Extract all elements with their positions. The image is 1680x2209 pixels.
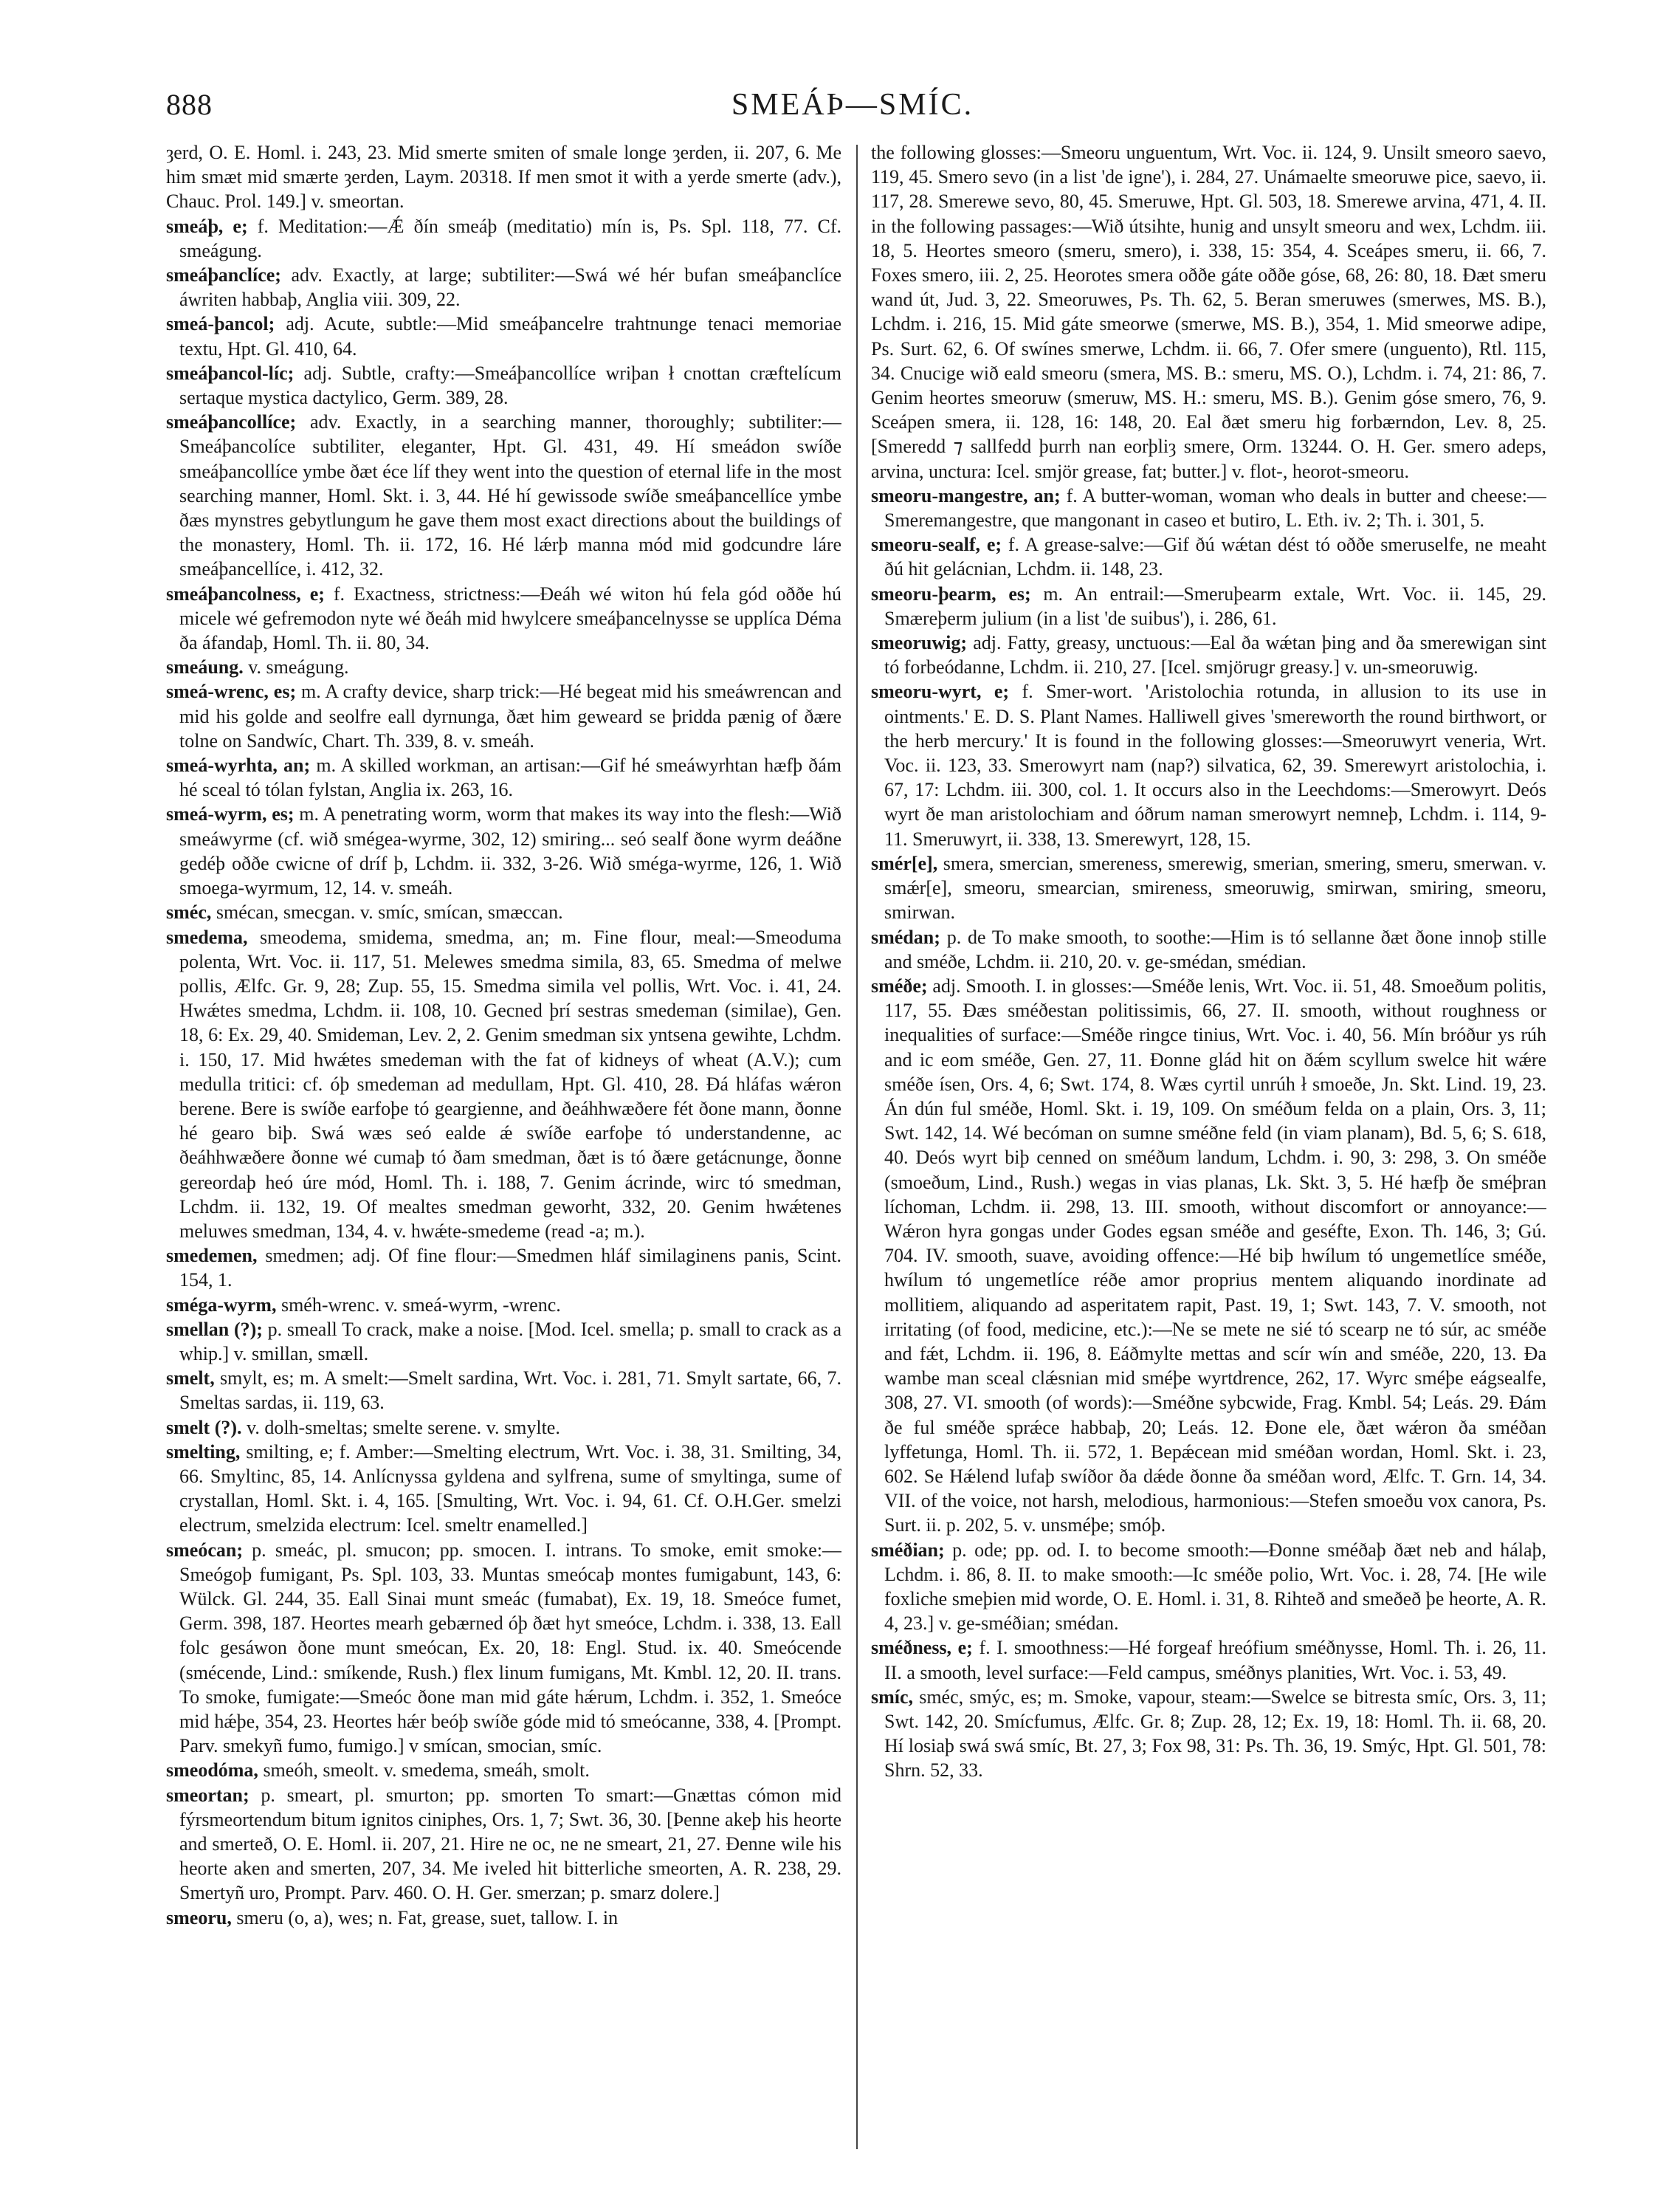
left-column [166,140,841,2156]
entry-headword: smédan; [871,926,940,948]
entry-headword: smelting, [166,1440,241,1463]
dictionary-entry [166,679,841,753]
entry-text: v. smeágung. [248,656,349,678]
entry-text: m. An entrail:—Smeruþearm extale, Wrt. Voc. ii. 145, 29. Smæreþerm julium (in a list 'de suibus'), i. 286, 61. [884,583,1546,629]
entry-headword: smeá-wrenc, es; [166,681,297,703]
dictionary-entry [871,582,1546,631]
page-title: SMEÁÞ—SMÍC. [731,88,974,122]
entry-text: m. A crafty device, sharp trick:—Hé begeat mid his smeáwrencan and mid his golde and seolfre eall dyrnunga, ðæt him geweard se þridda pænig of ðære tolne on Sandwíc, Chart. Th. 339, 8. v. smeáh. [179,681,841,752]
dictionary-entry [166,655,841,679]
entry-headword: sméðe; [871,975,928,997]
entry-text: adj. Acute, subtle:—Mid smeáþancelre trahtnunge tenaci memoriae textu, Hpt. Gl. 410, 64. [179,313,841,360]
entry-text: p. smeác, pl. smucon; pp. smocen. I. intrans. To smoke, emit smoke:—Smeógoþ fumigant, Ps. Spl. 103, 33. Muntas smeócaþ montes fumigabunt, 143, 6: Wülck. Gl. 244, 35. Eall Sinai munt smeác (fumabat), Ex. 19, 18. Smeóce fumet, Germ. 398, 187. Heortes mearh gebærned óþ ðæt hyt smeóce, Lchdm. i. 338, 13. Eall folc gesáwon ðone munt smeócan, Ex. 20, 18: Engl. Stud. ix. 40. Smeócende (smécende, Lind.: smíkende, Rush.) flex linum fumigans, Mt. Kmbl. 12, 20. II. trans. To smoke, fumigate:—Smeóc ðone man mid gáte hǽrum, Lchdm. i. 352, 1. Smeóce mid hǽþe, 354, 23. Heortes hǽr beóþ swíðe góde mid tó smeócanne, 338, 4. [Prompt. Parv. smekyñ fumo, fumigo.] v smícan, smocian, smíc. [179,1539,841,1757]
entry-headword: smedema, [166,926,248,948]
entry-text: f. Meditation:—Ǽ ðín smeáþ (meditatio) mín is, Ps. Spl. 118, 77. Cf. smeágung. [179,215,841,261]
column-divider [856,145,858,2149]
entry-headword: smedemen, [166,1245,258,1267]
dictionary-entry [871,851,1546,925]
entry-text: p. smeart, pl. smurton; pp. smorten To smart:—Gnættas cómon mid fýrsmeortendum bitum ignitos ciniphes, Ors. 1, 7; Swt. 36, 30. [Þenne akeþ his heorte and smerteð, O. E. Homl. ii. 207, 21. Hire ne oc, ne ne smeart, 21, 27. Ðenne wile his heorte aken and smerten, 207, 34. Me iveled hit bitterliche smeorten, A. R. 238, 29. Smertyñ uro, Prompt. Parv. 460. O. H. Ger. smerzan; p. smarz dolere.] [179,1784,841,1904]
entry-headword: smeócan; [166,1539,243,1561]
dictionary-entry [871,484,1546,532]
entry-headword: smeoru, [166,1906,232,1928]
entry-headword: smeá-wyrhta, an; [166,755,311,777]
dictionary-entry [871,974,1546,1538]
entry-text: smeodema, smidema, smedma, an; m. Fine flour, meal:—Smeoduma polenta, Wrt. Voc. ii. 117, 51. Melewes smedma simila, 83, 65. Smedma of melwe pollis, Ælfc. Gr. 9, 28; Zup. 55, 15. Smedma simila vel pollis, Wrt. Voc. i. 41, 24. Hwǽtes smedma, Lchdm. ii. 108, 10. Gecned þrí sestras smedeman (similae), Gen. 18, 6: Ex. 29, 40. Smideman, Lev. 2, 2. Genim smedman six yntsena gewihte, Lchdm. i. 150, 17. Mid hwǽtes smedeman with the fat of kidneys of wheat (A.V.); cum medulla tritici: cf. óþ smedeman ad medullam, Hpt. Gl. 410, 28. Ðá hláfas wǽron berene. Bere is swíðe earfoþe tó geargienne, and ðeáhhwæðere fét ðone mann, ðonne hé gearo biþ. Swá wæs seó ealde ǽ swíðe earfoþe tó understandenne, ac ðeáhhwæðere ðonne wé cumaþ tó ðam smedman, ðæt is tó ðære getácnunge, ðonne gereordaþ heó úre mód, Homl. Th. i. 188, 7. Genim ácrinde, wirc tó smedman, Lchdm. ii. 132, 19. Of mealtes smedman geworht, 332, 20. Genim hwǽtenes meluwes smedman, 134, 4. v. hwǽte-smedeme (read -a; m.). [179,926,841,1242]
entry-headword: smeáþancol-líc; [166,362,295,384]
dictionary-entry [166,312,841,360]
entry-text: f. I. smoothness:—Hé forgeaf hreófium sméðnysse, Homl. Th. i. 26, 11. II. a smooth, level surface:—Feld campus, sméðnys planities, Wrt. Voc. i. 53, 49. [884,1637,1546,1683]
page-header [166,87,1539,131]
entry-headword: smeáþancollíce; [166,411,297,433]
entry-text: p. de To make smooth, to soothe:—Him is tó sellanne ðæt ðone innoþ stille and sméðe, Lchdm. ii. 210, 20. v. ge-smédan, smédian. [884,926,1546,972]
dictionary-entry [166,1293,841,1317]
entry-headword: smeoru-sealf, e; [871,534,1002,556]
entry-text: m. A penetrating worm, worm that makes its way into the flesh:—Wið smeáwyrme (cf. wið smégea-wyrme, 302, 12) smiring... seó sealf ðone wyrm deáðne gedéþ oððe cwicne of dríf þ, Lchdm. ii. 332, 3-26. Wið sméga-wyrme, 126, 1. Wið smoega-wyrmum, 12, 14. v. smeáh. [179,803,841,899]
dictionary-entry [166,410,841,581]
dictionary-entry [871,679,1546,851]
entry-headword: sméc, [166,901,212,924]
entry-text: m. A skilled workman, an artisan:—Gif hé smeáwyrhtan hæfþ ðám hé sceal tó tólan fylstan, Anglia ix. 263, 16. [179,755,841,801]
dictionary-entry [166,925,841,1244]
page-number: 888 [166,88,213,121]
dictionary-entry [166,1906,841,1930]
dictionary-entry [871,1685,1546,1783]
dictionary-entry [166,1440,841,1538]
entry-text: smylt, es; m. A smelt:—Smelt sardina, Wrt. Voc. i. 281, 71. Smylt sartate, 66, 7. Smeltas sardas, ii. 119, 63. [179,1367,841,1414]
dictionary-entry [166,1758,841,1782]
entry-text: f. A grease-salve:—Gif ðú wǽtan dést tó oððe smeruselfe, ne meaht ðú hit gelácnian, Lchdm. ii. 148, 23. [884,534,1546,580]
entry-text: f. Smer-wort. 'Aristolochia rotunda, in allusion to its use in ointments.' E. D. S. Plant Names. Halliwell gives 'smereworth the round birthwort, or the herb mercury.' It is found in the following glosses:—Smeoruwyrt veneria, Wrt. Voc. ii. 123, 33. Smerowyrt nam (nap?) silvatica, 62, 39. Smerewyrt aristolochia, i. 67, 17: Lchdm. iii. 300, col. 1. It occurs also in the Leechdoms:—Smerowyrt. Deós wyrt ðe man aristolochiam and óðrum naman smerowyrt nemneþ, Lchdm. i. 114, 9-11. Smeruwyrt, ii. 338, 13. Smerewyrt, 128, 15. [884,681,1546,850]
dictionary-entry [166,263,841,312]
entry-headword: smellan (?); [166,1318,263,1340]
entry-headword: smíc, [871,1686,914,1708]
entry-headword: smeáþanclíce; [166,264,281,286]
entry-headword: sméðian; [871,1539,945,1561]
dictionary-entry [166,582,841,656]
entry-text: the following glosses:—Smeoru unguentum, Wrt. Voc. ii. 124, 9. Unsilt smeoro saevo, 119, 45. Smero sevo (in a list 'de igne'), i. 284, 27. Unámaelte smeoruwe pice, saevo, ii. 117, 28. Smerewe sevo, 80, 45. Smeruwe, Hpt. Gl. 503, 18. Smerewe arvina, 471, 4. II. in the following passages:—Wið útsihte, hunig and unsylt smeoru and wex, Lchdm. iii. 18, 5. Heortes smeoro (smeru, smero), i. 338, 15: 354, 4. Sceápes smeru, ii. 66, 7. Foxes smero, iii. 2, 25. Heorotes smera oððe gáte oððe góse, 68, 26: 80, 18. Ðæt smeru wand út, Jud. 3, 22. Smeoruwes, Ps. Th. 62, 5. Beran smeruwes (smerwes, MS. B.), Lchdm. i. 216, 15. Mid gáte smeorwe (smerwe, MS. B.), 354, 1. Mid smeorwe adipe, Ps. Surt. 62, 6. Of swínes smerwe, Lchdm. ii. 66, 7. Ofer smere (unguento), Rtl. 115, 34. Cnucige wið eald smeoru (smera, MS. B.: smeru, MS. O.), Lchdm. i. 74, 21: 86, 7. Genim heortes smeoruw (smeruw, MS. H.: smeru, MS. B.). Genim góse smero, 76, 9. Sceápen smera, ii. 128, 16: 148, 20. Eal ðæt smeru hig forbærndon, Lev. 8, 25. [Smeredd ⁊ sallfedd þurrh nan eorþliȝ smere, Orm. 13244. O. H. Ger. smero adeps, arvina, unctura: Icel. smjör grease, fat; butter.] v. flot-, heorot-smeoru. [871,142,1546,482]
entry-text: smeru (o, a), wes; n. Fat, grease, suet, tallow. I. in [236,1906,619,1928]
entry-text: adj. Fatty, greasy, unctuous:—Eal ða wǽtan þing and ða smerewigan sint tó forbeódanne, Lchdm. ii. 210, 27. [Icel. smjörugr greasy.] v. un-smeoruwig. [884,632,1546,678]
entry-headword: smeortan; [166,1784,249,1806]
dictionary-entry [166,1366,841,1415]
entry-headword: smeoruwig; [871,632,967,654]
dictionary-entry [166,1783,841,1906]
entry-text: sméh-wrenc. v. smeá-wyrm, -wrenc. [280,1294,561,1316]
entry-text: v. dolh-smeltas; smelte serene. v. smylte. [247,1416,560,1438]
dictionary-entry [871,1538,1546,1636]
entry-text: adv. Exactly, in a searching manner, thoroughly; subtiliter:—Smeáþancolíce subtiliter, eleganter, Hpt. Gl. 431, 49. Hí smeádon swíðe smeáþancollíce ymbe ðæt éce líf they went into the question of eternal life in the most searching manner, Homl. Skt. i. 3, 44. Hé hí gewissode swíðe smeáþancellíce ymbe ðæs mynstres gebytlungum he gave them most exact directions about the buildings of the monastery, Homl. Th. ii. 172, 16. Hé lǽrþ manna mód mid godcundre láre smeáþancellíce, i. 412, 32. [179,411,841,580]
dictionary-entry [166,1415,841,1440]
entry-text: smera, smercian, smereness, smerewig, smerian, smering, smeru, smerwan. v. smǽr[e], smeoru, smearcian, smireness, smeoruwig, smirwan, smiring, smeoru, smirwan. [884,852,1546,924]
entry-text: f. Exactness, strictness:—Ðeáh wé witon hú fela gód oððe hú micele wé gefremodon nyte wé ðeáh mid hwylcere smeáþancelnysse se upplíca Déma ða áfandaþ, Homl. Th. ii. 80, 34. [179,583,841,654]
dictionary-entry [166,214,841,263]
dictionary-entry [871,1635,1546,1684]
entry-headword: smeáþancolness, e; [166,583,325,605]
entry-headword: sméðness, e; [871,1637,973,1659]
entry-headword: smeoru-wyrt, e; [871,681,1010,703]
entry-headword: smelt (?). [166,1416,242,1438]
entry-text: adv. Exactly, at large; subtiliter:—Swá wé hér bufan smeáþanclíce áwriten habbaþ, Anglia viii. 309, 22. [179,264,841,311]
entry-headword: smeá-wyrm, es; [166,803,295,825]
dictionary-entry [166,1243,841,1292]
dictionary-entry [166,140,841,214]
entry-text: p. smeall To crack, make a noise. [Mod. Icel. smella; p. small to crack as a whip.] v. smillan, smæll. [179,1318,841,1364]
entry-headword: smeodóma, [166,1759,258,1782]
entry-text: ȝerd, O. E. Homl. i. 243, 23. Mid smerte smiten of smale longe ȝerden, ii. 207, 6. Me him smæt mid smærte ȝerden, Laym. 20318. If men smot it with a yerde smerte (adv.), Chauc. Prol. 149.] v. smeortan. [166,142,841,213]
dictionary-entry [871,140,1546,484]
dictionary-entry [166,1317,841,1366]
entry-headword: smelt, [166,1367,215,1389]
dictionary-entry [871,631,1546,679]
entry-text: smedmen; adj. Of fine flour:—Smedmen hláf similaginens panis, Scint. 154, 1. [179,1245,841,1291]
entry-headword: smeoru-mangestre, an; [871,484,1061,506]
entry-text: p. ode; pp. od. I. to become smooth:—Ðonne sméðaþ ðæt neb and hálaþ, Lchdm. i. 86, 8. II. to make smooth:—Ic sméðe polio, Wrt. Voc. i. 28, 74. [He wile foxliche smeþien mid worde, O. E. Homl. i. 31, 8. Rihteð and smeðeð þe heorte, A. R. 4, 23.] v. ge-sméðian; smédan. [884,1539,1546,1635]
entry-headword: smeáung. [166,656,244,678]
dictionary-entry [166,361,841,410]
entry-headword: sméga-wyrm, [166,1294,277,1316]
entry-headword: smeoru-þearm, es; [871,583,1031,605]
dictionary-entry [871,925,1546,974]
entry-text: f. A butter-woman, woman who deals in butter and cheese:—Smeremangestre, que mangonant in caseo et butiro, L. Eth. iv. 2; Th. i. 301, 5. [884,484,1546,532]
entry-text: sméc, smýc, es; m. Smoke, vapour, steam:—Swelce se bitresta smíc, Ors. 3, 11; Swt. 142, 20. Smícfumus, Ælfc. Gr. 8; Zup. 28, 12; Ex. 19, 18: Homl. Th. ii. 68, 20. Hí losiaþ swá swá smíc, Bt. 27, 3; Fox 98, 31: Ps. Th. 36, 19. Smýc, Hpt. Gl. 501, 78: Shrn. 52, 33. [884,1686,1546,1782]
entry-text: adj. Subtle, crafty:—Smeáþancollíce wriþan ł cnottan cræftelícum sertaque mystica dactylico, Germ. 389, 28. [179,362,841,409]
entry-headword: smeáþ, e; [166,215,248,237]
dictionary-entry [166,753,841,802]
entry-headword: smér[e], [871,852,938,874]
dictionary-entry [166,1538,841,1759]
entry-text: smeóh, smeolt. v. smedema, smeáh, smolt. [263,1759,590,1782]
dictionary-entry [166,900,841,924]
right-column [871,140,1546,2156]
dictionary-entry [871,532,1546,581]
entry-text: smilting, e; f. Amber:—Smelting electrum, Wrt. Voc. i. 38, 31. Smilting, 34, 66. Smyltinc, 85, 14. Anlícnyssa gyldena and sylfrena, sume of smyltinga, sume of crystallan, Homl. Skt. i. 4, 165. [Smulting, Wrt. Voc. i. 94, 61. Cf. O.H.Ger. smelzi electrum, smelzida electrum: Icel. smeltr enamelled.] [179,1440,841,1536]
dictionary-entry [166,802,841,900]
entry-text: smécan, smecgan. v. smíc, smícan, smæccan. [216,901,563,924]
entry-headword: smeá-þancol; [166,313,275,335]
entry-text: adj. Smooth. I. in glosses:—Sméðe lenis, Wrt. Voc. ii. 51, 48. Smoeðum politis, 117, 55. Ðæs sméðestan politissimis, 66, 27. II. smooth, without roughness or inequalities of surface:—Sméðe ringce tinius, Wrt. Voc. i. 40, 56. Mín bróður ys rúh and ic eom sméðe, Gen. 27, 11. Ðonne glád hit on ðǽm scyllum swelce hit wǽre sméðe ísen, Ors. 4, 6; Swt. 174, 8. Wæs cyrtil unrúh ł smoeðe, Jn. Skt. Lind. 19, 23. Án dún ful sméðe, Homl. Skt. i. 19, 109. On sméðum felda on a plain, Ors. 3, 11; Swt. 142, 14. Wé becóman on sumne sméðne feld (in viam planam), Bd. 5, 6; S. 618, 40. Deós wyrt biþ cenned on sméðum landum, Lchdm. i. 90, 3: 298, 3. On sméðe (smoeðum, Lind., Rush.) wegas in vias planas, Lk. Skt. 3, 5. Hé hæfþ ðe sméþran líchoman, Lchdm. ii. 298, 13. III. smooth, without discomfort or annoyance:—Wǽron hyra gongas under Godes egsan sméðe and geséfte, Exon. Th. 146, 3; Gú. 704. IV. smooth, suave, avoiding offence:—Hé biþ hwílum tó ungemetlíce sméðe, hwílum tó ungemetlíce réðe amor proprius mentem aliquando inordinate ad mollitiem, aliquando ad asperitatem rapit, Past. 19, 1; Swt. 143, 7. V. smooth, not irritating (of food, medicine, etc.):—Ne se mete ne sié tó scearp ne tó súr, ac sméðe and fǽt, Lchdm. ii. 196, 8. Eáðmylte mettas and scír wín and sméðe, 220, 13. Ða wambe man sceal clǽsnian mid sméþe wyrtdrence, 262, 17. Wyrc sméþe eágsealfe, 308, 27. VI. smooth (of words):—Sméðne sybcwide, Frag. Kmbl. 54; Leás. 29. Ðám ðe ful sméðe sprǽce habbaþ, 20; Leás. 12. Ðone ele, ðæt wǽron ða sméðan lyffetunga, Homl. Th. ii. 572, 1. Bepǽcean mid sméðan wordan, Homl. Skt. i. 23, 602. Se Hǽlend lufaþ swíðor ða dǽde ðonne ða sméðan word, Ælfc. T. Grn. 14, 34. VII. of the voice, not harsh, melodious, harmonious:—Stefen smoeðu vox canora, Ps. Surt. ii. p. 202, 5. v. unsméþe; smóþ. [884,975,1546,1536]
